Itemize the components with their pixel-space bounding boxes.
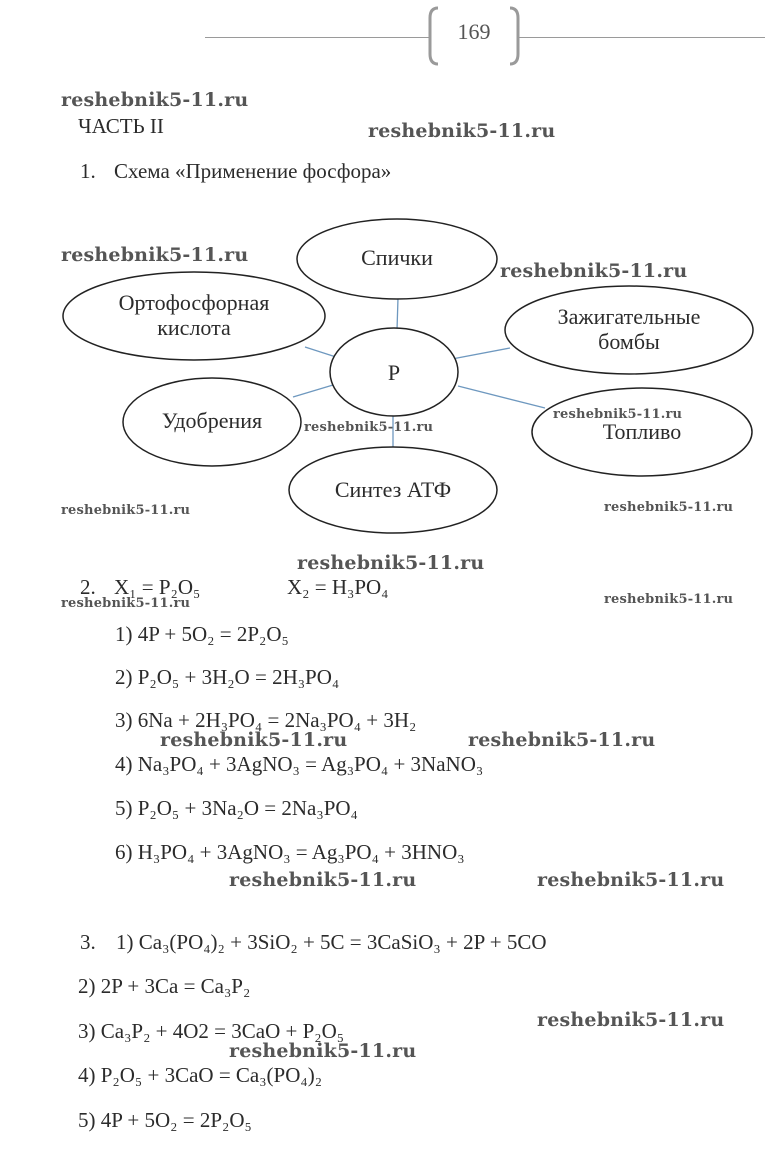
connector-bombs [452,348,510,359]
node-fuel-label: Топливо [602,419,682,444]
node-atp-label: Синтез АТФ [334,477,452,502]
task3-label: 3. [80,930,96,954]
node-acid-label-line2: кислота [157,315,231,340]
watermark: reshebnik5-11.ru [368,120,556,142]
watermark: reshebnik5-11.ru [604,500,734,515]
part-title: ЧАСТЬ II [78,114,164,138]
node-acid-label-line1: Ортофосфорная [118,290,270,315]
task3-reaction-3: 3) Ca₃P₂ + 4O2 = 3CaO + P₂O₅ [78,1019,345,1043]
task1-label: 1. [80,159,96,183]
connector-acid [305,347,336,357]
connector-fertilizers [293,385,333,397]
task2-reaction-2: 2) P₂O₅ + 3H₂O = 2H₃PO₄ [115,665,340,689]
node-bombs-label-line1: Зажигательные [557,304,701,329]
watermark: reshebnik5-11.ru [304,420,434,435]
watermark: reshebnik5-11.ru [229,869,417,891]
node-atp-synthesis [289,447,497,533]
watermark: reshebnik5-11.ru [297,552,485,574]
center-label: P [387,360,401,385]
task3-reaction-4: 4) P₂O₅ + 3CaO = Ca₃(PO₄)₂ [78,1063,323,1087]
task2-reaction-1: 1) 4P + 5O₂ = 2P₂O₅ [115,622,289,646]
node-fertilizers-label: Удобрения [161,408,263,433]
node-orthophosphoric-acid [63,272,325,360]
watermark: reshebnik5-11.ru [604,592,734,607]
task3-reaction-2: 2) 2P + 3Ca = Ca₃P₂ [78,974,251,998]
task2-x2: X₂ = H₃PO₄ [287,575,389,599]
watermark: reshebnik5-11.ru [160,729,348,751]
connector-matches [397,298,398,330]
node-matches-label: Спички [361,245,433,270]
watermark: reshebnik5-11.ru [61,596,191,611]
watermark: reshebnik5-11.ru [61,503,191,518]
task3-reaction-1: 1) Ca₃(PO₄)₂ + 3SiO₂ + 5C = 3CaSiO₃ + 2P + 5CO [116,930,547,954]
watermark: reshebnik5-11.ru [553,407,683,422]
watermark: reshebnik5-11.ru [468,729,656,751]
watermark: reshebnik5-11.ru [229,1040,417,1062]
watermark: reshebnik5-11.ru [61,89,249,111]
watermark: reshebnik5-11.ru [537,1009,725,1031]
watermark: reshebnik5-11.ru [500,260,688,282]
task2-reaction-5: 5) P₂O₅ + 3Na₂O = 2Na₃PO₄ [115,796,358,820]
node-incendiary-bombs [505,286,753,374]
task2-reaction-4: 4) Na₃PO₄ + 3AgNO₃ = Ag₃PO₄ + 3NaNO₃ [115,752,484,776]
task2-reaction-3: 3) 6Na + 2H₃PO₄ = 2Na₃PO₄ + 3H₂ [115,708,417,732]
node-matches [297,219,497,299]
task1-title: Схема «Применение фосфора» [114,159,392,183]
page-number: 169 [457,19,491,44]
connector-fuel [458,386,545,408]
task2-x1: X₁ = P₂O₅ [114,575,201,599]
task2-reaction-6: 6) H₃PO₄ + 3AgNO₃ = Ag₃PO₄ + 3HNO₃ [115,840,465,864]
node-center [330,328,458,416]
watermark: reshebnik5-11.ru [61,244,249,266]
task2-label: 2. [80,575,96,599]
node-fertilizers [123,378,301,466]
node-fuel [532,388,752,476]
task3-reaction-5: 5) 4P + 5O₂ = 2P₂O₅ [78,1108,252,1132]
watermark: reshebnik5-11.ru [537,869,725,891]
node-bombs-label-line2: бомбы [598,329,660,354]
